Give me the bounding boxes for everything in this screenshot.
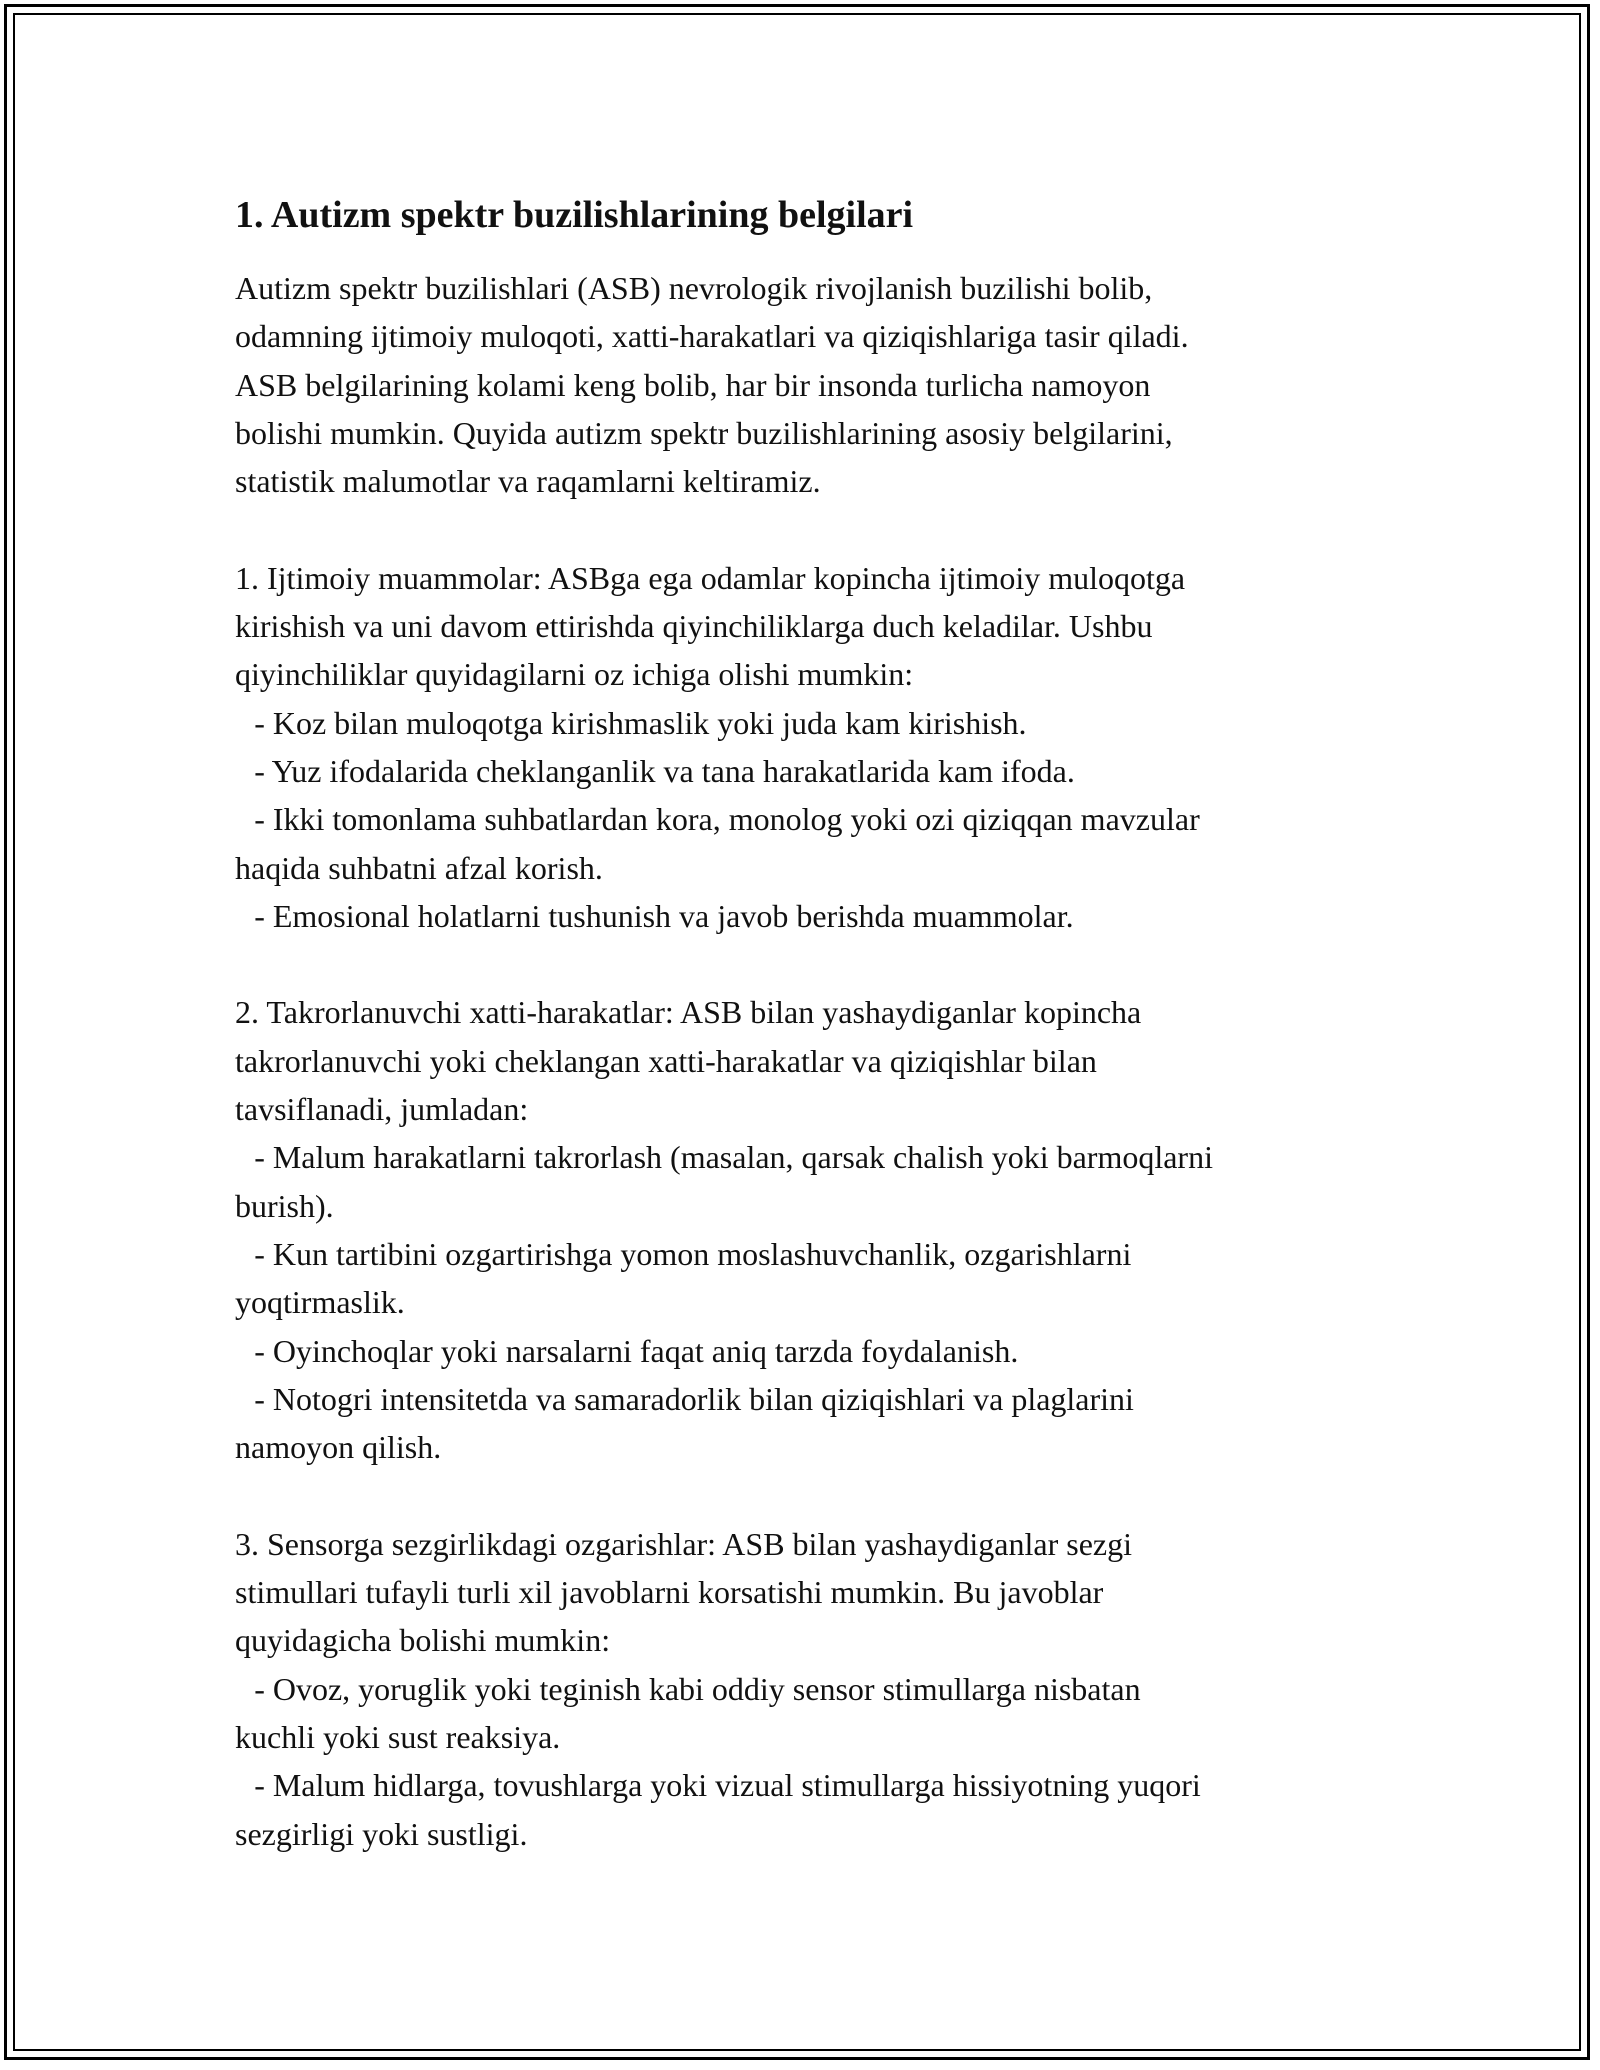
bullet-item: - Notogri intensitetda va samaradorlik bilan qiziqishlari va plaglarini — [254, 1380, 1134, 1417]
text-line: qiyinchiliklar quyidagilarni oz ichiga olishi mumkin: — [235, 656, 914, 693]
text-line: takrorlanuvchi yoki cheklangan xatti-harakatlar va qiziqishlar bilan — [235, 1042, 1097, 1079]
text-line: stimullari tufayli turli xil javoblarni korsatishi mumkin. Bu javoblar — [235, 1574, 1104, 1611]
text-line: tavsiflanadi, jumladan: — [235, 1091, 529, 1128]
bullet-item: - Oyinchoqlar yoki narsalarni faqat aniq tarzda foydalanish. — [254, 1332, 1019, 1369]
bullet-item: - Malum hidlarga, tovushlarga yoki vizual stimullarga hissiyotning yuqori — [254, 1767, 1201, 1804]
bullet-continuation: yoqtirmaslik. — [235, 1284, 405, 1321]
text-line: kirishish va uni davom ettirishda qiyinchiliklarga duch keladilar. Ushbu — [235, 608, 1153, 645]
section-heading-line: 1. Ijtimoiy muammolar: ASBga ega odamlar kopincha ijtimoiy muloqotga — [235, 559, 1186, 596]
document-body — [235, 186, 1385, 1858]
text-line: ASB belgilarining kolami keng bolib, har bir insonda turlicha namoyon — [235, 366, 1151, 403]
bullet-item: - Kun tartibini ozgartirishga yomon moslashuvchanlik, ozgarishlarni — [254, 1235, 1132, 1272]
bullet-item: - Emosional holatlarni tushunish va javob berishda muammolar. — [254, 897, 1074, 934]
bullet-continuation: kuchli yoki sust reaksiya. — [235, 1718, 561, 1755]
section-sensory-changes — [235, 1520, 1385, 1858]
bullet-item: - Koz bilan muloqotga kirishmaslik yoki juda kam kirishish. — [254, 704, 1027, 741]
paragraph-gap — [235, 940, 1385, 988]
intro-paragraph — [235, 264, 1385, 505]
bullet-continuation: sezgirligi yoki sustligi. — [235, 1815, 528, 1852]
document-title: 1. Autizm spektr buzilishlarining belgilari — [235, 194, 914, 236]
section-heading-line: 2. Takrorlanuvchi xatti-harakatlar: ASB bilan yashaydiganlar kopincha — [235, 994, 1142, 1031]
paragraph-gap — [235, 1471, 1385, 1519]
bullet-item: - Malum harakatlarni takrorlash (masalan, qarsak chalish yoki barmoqlarni — [254, 1139, 1213, 1176]
text-line: statistik malumotlar va raqamlarni keltiramiz. — [235, 463, 821, 500]
text-line: odamning ijtimoiy muloqoti, xatti-harakatlari va qiziqishlariga tasir qiladi. — [235, 318, 1189, 355]
bullet-item: - Ovoz, yoruglik yoki teginish kabi oddiy sensor stimullarga nisbatan — [254, 1670, 1141, 1707]
bullet-item: - Ikki tomonlama suhbatlardan kora, monolog yoki ozi qiziqqan mavzular — [254, 801, 1200, 838]
section-repetitive-behaviors — [235, 988, 1385, 1471]
bullet-continuation: haqida suhbatni afzal korish. — [235, 849, 603, 886]
paragraph-gap — [235, 505, 1385, 553]
text-line: Autizm spektr buzilishlari (ASB) nevrologik rivojlanish buzilishi bolib, — [235, 270, 1153, 306]
text-line: bolishi mumkin. Quyida autizm spektr buzilishlarining asosiy belgilarini, — [235, 414, 1173, 451]
bullet-continuation: burish). — [235, 1187, 334, 1224]
bullet-item: - Yuz ifodalarida cheklanganlik va tana harakatlarida kam ifoda. — [254, 752, 1075, 789]
section-social-problems — [235, 554, 1385, 940]
section-heading-line: 3. Sensorga sezgirlikdagi ozgarishlar: ASB bilan yashaydiganlar sezgi — [235, 1525, 1132, 1562]
text-line: quyidagicha bolishi mumkin: — [235, 1622, 611, 1659]
bullet-continuation: namoyon qilish. — [235, 1429, 442, 1466]
